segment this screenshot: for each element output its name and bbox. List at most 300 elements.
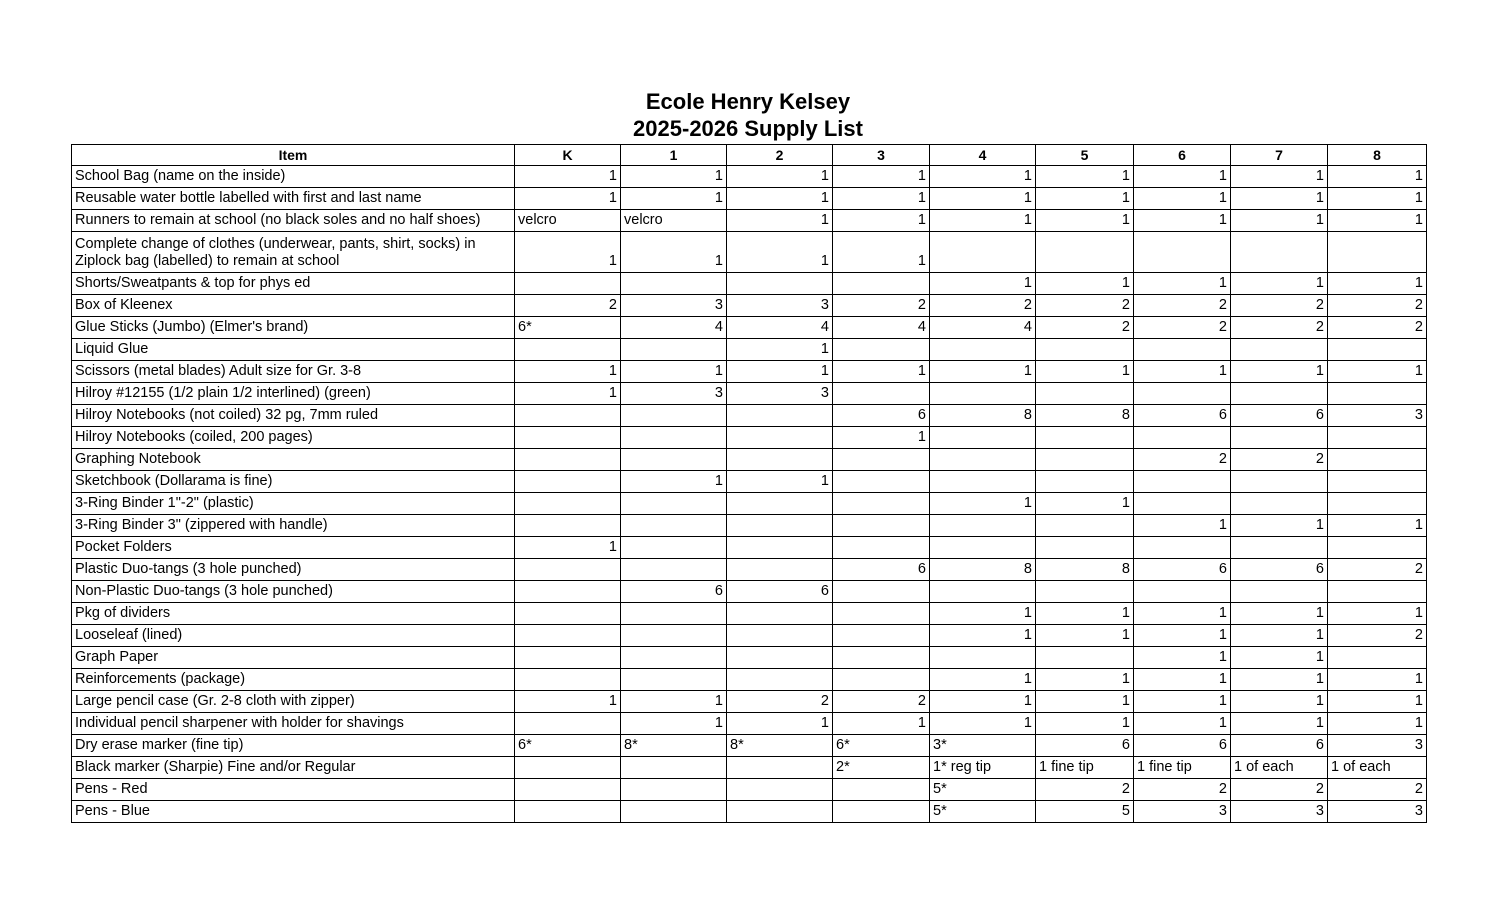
quantity-cell [515, 559, 621, 581]
table-row [72, 405, 1427, 427]
quantity-cell: 3 [727, 295, 833, 317]
quantity-cell: 1 [1328, 210, 1427, 232]
quantity-cell [727, 603, 833, 625]
quantity-cell: 3 [1328, 735, 1427, 757]
table-row [72, 493, 1427, 515]
item-name-cell: Non-Plastic Duo-tangs (3 hole punched) [72, 581, 515, 603]
quantity-cell: 1 [515, 537, 621, 559]
quantity-cell [727, 669, 833, 691]
quantity-cell [621, 493, 727, 515]
item-name-cell: Black marker (Sharpie) Fine and/or Regular [72, 757, 515, 779]
quantity-cell [1134, 383, 1231, 405]
quantity-cell: 2 [833, 691, 930, 713]
item-name-cell: Reusable water bottle labelled with first and last name [72, 188, 515, 210]
quantity-cell [833, 339, 930, 361]
school-name: Ecole Henry Kelsey [645, 89, 851, 114]
quantity-cell: 2 [1328, 295, 1427, 317]
quantity-cell [515, 779, 621, 801]
quantity-cell: 1 [833, 427, 930, 449]
column-header-grade: 2 [727, 145, 833, 166]
quantity-cell: 5* [930, 779, 1036, 801]
quantity-cell: 2 [1328, 317, 1427, 339]
quantity-cell [1328, 471, 1427, 493]
table-row [72, 317, 1427, 339]
quantity-cell [727, 449, 833, 471]
quantity-cell [621, 515, 727, 537]
table-row [72, 757, 1427, 779]
quantity-cell: 1 [1036, 166, 1134, 188]
quantity-cell: 6 [727, 581, 833, 603]
document-title [0, 88, 1496, 142]
quantity-cell [515, 625, 621, 647]
quantity-cell: 1 [1328, 361, 1427, 383]
quantity-cell [515, 757, 621, 779]
quantity-cell [930, 339, 1036, 361]
quantity-cell: 8 [930, 405, 1036, 427]
quantity-cell [727, 779, 833, 801]
column-header-grade: 5 [1036, 145, 1134, 166]
item-name-cell: Pkg of dividers [72, 603, 515, 625]
quantity-cell: 1 [515, 232, 621, 273]
table-row [72, 339, 1427, 361]
item-name-cell: 3-Ring Binder 1"-2" (plastic) [72, 493, 515, 515]
quantity-cell: 1 [621, 713, 727, 735]
column-header-grade: 6 [1134, 145, 1231, 166]
quantity-cell: 1 [1231, 603, 1328, 625]
table-row [72, 779, 1427, 801]
quantity-cell [1328, 339, 1427, 361]
quantity-cell: 1 [1134, 669, 1231, 691]
quantity-cell: 2 [727, 691, 833, 713]
supply-table [71, 144, 1427, 823]
quantity-cell: 1 [515, 188, 621, 210]
quantity-cell: 1 [1328, 273, 1427, 295]
quantity-cell: 1 fine tip [1036, 757, 1134, 779]
quantity-cell [621, 625, 727, 647]
quantity-cell [727, 273, 833, 295]
quantity-cell: 1 [1036, 603, 1134, 625]
quantity-cell: 1 [833, 210, 930, 232]
quantity-cell: 3 [727, 383, 833, 405]
quantity-cell: 1 [727, 339, 833, 361]
quantity-cell: 1 [833, 166, 930, 188]
quantity-cell: 3 [1231, 801, 1328, 823]
quantity-cell: 1 [1134, 188, 1231, 210]
quantity-cell [727, 625, 833, 647]
item-name-cell: Graph Paper [72, 647, 515, 669]
quantity-cell [621, 427, 727, 449]
quantity-cell: 4 [621, 317, 727, 339]
quantity-cell [621, 647, 727, 669]
quantity-cell [621, 537, 727, 559]
quantity-cell [515, 273, 621, 295]
quantity-cell [515, 339, 621, 361]
quantity-cell [1328, 647, 1427, 669]
table-row [72, 427, 1427, 449]
item-name-cell: Hilroy Notebooks (coiled, 200 pages) [72, 427, 515, 449]
quantity-cell: 4 [930, 317, 1036, 339]
quantity-cell: 1 [1231, 713, 1328, 735]
quantity-cell [930, 581, 1036, 603]
quantity-cell: 2 [1231, 295, 1328, 317]
quantity-cell [515, 449, 621, 471]
quantity-cell: 6* [515, 317, 621, 339]
quantity-cell: 1 [1134, 515, 1231, 537]
quantity-cell [833, 515, 930, 537]
quantity-cell: 1 [621, 232, 727, 273]
quantity-cell: 6 [833, 405, 930, 427]
quantity-cell: 3 [621, 295, 727, 317]
quantity-cell: 3 [1328, 801, 1427, 823]
table-row [72, 449, 1427, 471]
quantity-cell: 1 [930, 493, 1036, 515]
item-name-cell: Plastic Duo-tangs (3 hole punched) [72, 559, 515, 581]
quantity-cell: 6* [833, 735, 930, 757]
quantity-cell: 2 [1036, 317, 1134, 339]
table-row [72, 166, 1427, 188]
column-header-grade: 3 [833, 145, 930, 166]
quantity-cell: 1 [727, 166, 833, 188]
quantity-cell [833, 801, 930, 823]
quantity-cell: 1 [727, 210, 833, 232]
quantity-cell [727, 537, 833, 559]
quantity-cell: 3 [621, 383, 727, 405]
table-row [72, 537, 1427, 559]
quantity-cell: 2 [1036, 295, 1134, 317]
quantity-cell: 1 [1231, 166, 1328, 188]
quantity-cell: 2 [1036, 779, 1134, 801]
quantity-cell: 6* [515, 735, 621, 757]
quantity-cell: 2 [1328, 625, 1427, 647]
quantity-cell: 6 [1036, 735, 1134, 757]
quantity-cell: 2 [1134, 317, 1231, 339]
quantity-cell: 6 [1134, 405, 1231, 427]
quantity-cell: 1 [930, 210, 1036, 232]
quantity-cell: 1 [1134, 361, 1231, 383]
column-header-item: Item [72, 145, 515, 166]
item-name-cell: 3-Ring Binder 3" (zippered with handle) [72, 515, 515, 537]
quantity-cell: 6 [1231, 559, 1328, 581]
quantity-cell: 6 [621, 581, 727, 603]
quantity-cell [1134, 471, 1231, 493]
item-name-cell: Runners to remain at school (no black soles and no half shoes) [72, 210, 515, 232]
quantity-cell: velcro [515, 210, 621, 232]
quantity-cell [930, 515, 1036, 537]
quantity-cell: 1 [1231, 361, 1328, 383]
quantity-cell: 1 [1328, 188, 1427, 210]
quantity-cell [1036, 339, 1134, 361]
quantity-cell: 1 [1328, 669, 1427, 691]
item-name-cell: Pens - Blue [72, 801, 515, 823]
quantity-cell: 1 [621, 166, 727, 188]
quantity-cell [1036, 427, 1134, 449]
table-row [72, 581, 1427, 603]
quantity-cell: 8* [621, 735, 727, 757]
quantity-cell: 1 [1231, 515, 1328, 537]
quantity-cell: 1 [1134, 691, 1231, 713]
quantity-cell: 1 [930, 166, 1036, 188]
quantity-cell: 1 [621, 471, 727, 493]
quantity-cell [930, 647, 1036, 669]
column-header-grade: 8 [1328, 145, 1427, 166]
quantity-cell: 1 [1231, 669, 1328, 691]
quantity-cell: 1 [930, 361, 1036, 383]
quantity-cell: 1 [1036, 669, 1134, 691]
quantity-cell: 1 [515, 691, 621, 713]
item-name-cell: Scissors (metal blades) Adult size for Gr. 3-8 [72, 361, 515, 383]
quantity-cell: 6 [1134, 735, 1231, 757]
quantity-cell: 2* [833, 757, 930, 779]
quantity-cell: 1 [1231, 691, 1328, 713]
quantity-cell: 1 [1036, 713, 1134, 735]
table-row [72, 383, 1427, 405]
quantity-cell [930, 537, 1036, 559]
quantity-cell [621, 273, 727, 295]
quantity-cell [621, 757, 727, 779]
item-name-cell: Dry erase marker (fine tip) [72, 735, 515, 757]
quantity-cell: 1 of each [1231, 757, 1328, 779]
quantity-cell [621, 449, 727, 471]
quantity-cell [621, 339, 727, 361]
quantity-cell: 1 [1134, 273, 1231, 295]
quantity-cell [1036, 471, 1134, 493]
quantity-cell [1036, 515, 1134, 537]
quantity-cell: 1 [621, 188, 727, 210]
table-row [72, 735, 1427, 757]
quantity-cell [515, 669, 621, 691]
quantity-cell: 1 [1036, 273, 1134, 295]
item-name-cell: Large pencil case (Gr. 2-8 cloth with zipper) [72, 691, 515, 713]
quantity-cell: 1 [1231, 625, 1328, 647]
column-header-grade: 1 [621, 145, 727, 166]
item-name-cell: Reinforcements (package) [72, 669, 515, 691]
quantity-cell: 2 [833, 295, 930, 317]
quantity-cell [930, 232, 1036, 273]
quantity-cell [621, 669, 727, 691]
quantity-cell: 1 [1036, 691, 1134, 713]
quantity-cell: 8 [1036, 405, 1134, 427]
quantity-cell: 1 [1231, 188, 1328, 210]
quantity-cell [833, 449, 930, 471]
quantity-cell: 1 [727, 232, 833, 273]
quantity-cell [1231, 537, 1328, 559]
item-name-cell: Hilroy Notebooks (not coiled) 32 pg, 7mm ruled [72, 405, 515, 427]
item-name-cell: Complete change of clothes (underwear, pants, shirt, socks) in Ziplock bag (labelled) to remain at school [72, 232, 515, 273]
quantity-cell [1134, 339, 1231, 361]
column-header-grade: 7 [1231, 145, 1328, 166]
quantity-cell [727, 493, 833, 515]
quantity-cell [833, 647, 930, 669]
quantity-cell: 4 [727, 317, 833, 339]
quantity-cell [833, 383, 930, 405]
quantity-cell: 1 [1328, 691, 1427, 713]
table-row [72, 669, 1427, 691]
quantity-cell [515, 713, 621, 735]
quantity-cell: 1 [1328, 713, 1427, 735]
quantity-cell: 1 [1328, 166, 1427, 188]
quantity-cell: 1 [1134, 603, 1231, 625]
quantity-cell: 1 [1231, 210, 1328, 232]
quantity-cell: 8* [727, 735, 833, 757]
quantity-cell: 1 [833, 188, 930, 210]
item-name-cell: Hilroy #12155 (1/2 plain 1/2 interlined) (green) [72, 383, 515, 405]
quantity-cell: 1 [1036, 493, 1134, 515]
quantity-cell [930, 471, 1036, 493]
item-name-cell: School Bag (name on the inside) [72, 166, 515, 188]
item-name-cell: Looseleaf (lined) [72, 625, 515, 647]
quantity-cell [1134, 427, 1231, 449]
quantity-cell [515, 493, 621, 515]
quantity-cell [727, 405, 833, 427]
quantity-cell: 1 [621, 691, 727, 713]
quantity-cell [515, 647, 621, 669]
quantity-cell: 2 [1231, 779, 1328, 801]
quantity-cell: 8 [930, 559, 1036, 581]
table-row [72, 273, 1427, 295]
quantity-cell [833, 779, 930, 801]
quantity-cell [621, 405, 727, 427]
quantity-cell [833, 471, 930, 493]
quantity-cell: 1 [833, 713, 930, 735]
quantity-cell: 1 [930, 691, 1036, 713]
quantity-cell [727, 757, 833, 779]
quantity-cell [515, 581, 621, 603]
quantity-cell [1328, 427, 1427, 449]
quantity-cell: 6 [1231, 405, 1328, 427]
quantity-cell: 1 [1134, 713, 1231, 735]
table-row [72, 625, 1427, 647]
table-row [72, 691, 1427, 713]
quantity-cell: 1 [1328, 603, 1427, 625]
quantity-cell: 1 [930, 603, 1036, 625]
table-row [72, 559, 1427, 581]
quantity-cell [1134, 581, 1231, 603]
quantity-cell: 2 [1134, 449, 1231, 471]
quantity-cell [515, 405, 621, 427]
quantity-cell [515, 801, 621, 823]
quantity-cell [1134, 537, 1231, 559]
quantity-cell: 1 [621, 361, 727, 383]
quantity-cell [1231, 493, 1328, 515]
quantity-cell: 1 [727, 471, 833, 493]
table-row [72, 647, 1427, 669]
quantity-cell: 1 [833, 361, 930, 383]
quantity-cell [1328, 232, 1427, 273]
quantity-cell [930, 427, 1036, 449]
quantity-cell [1328, 493, 1427, 515]
quantity-cell: 2 [1231, 449, 1328, 471]
quantity-cell: 3 [1134, 801, 1231, 823]
quantity-cell: 1 [930, 625, 1036, 647]
quantity-cell [833, 603, 930, 625]
quantity-cell: 1 [1134, 647, 1231, 669]
quantity-cell: velcro [621, 210, 727, 232]
quantity-cell [1231, 383, 1328, 405]
quantity-cell: 1 [727, 713, 833, 735]
table-row [72, 801, 1427, 823]
quantity-cell [515, 427, 621, 449]
quantity-cell [1036, 232, 1134, 273]
quantity-cell [833, 625, 930, 647]
quantity-cell [833, 537, 930, 559]
table-row [72, 188, 1427, 210]
quantity-cell: 2 [1134, 295, 1231, 317]
quantity-cell: 1 [833, 232, 930, 273]
quantity-cell [1036, 581, 1134, 603]
quantity-cell: 2 [1328, 779, 1427, 801]
item-name-cell: Glue Sticks (Jumbo) (Elmer's brand) [72, 317, 515, 339]
quantity-cell [833, 669, 930, 691]
quantity-cell [727, 647, 833, 669]
table-row [72, 515, 1427, 537]
quantity-cell: 1 [1231, 273, 1328, 295]
quantity-cell: 1 [1231, 647, 1328, 669]
quantity-cell: 1 [930, 188, 1036, 210]
quantity-cell: 2 [1134, 779, 1231, 801]
quantity-cell: 1 of each [1328, 757, 1427, 779]
quantity-cell: 2 [930, 295, 1036, 317]
quantity-cell: 2 [1231, 317, 1328, 339]
quantity-cell: 6 [1231, 735, 1328, 757]
table-row [72, 361, 1427, 383]
quantity-cell: 1 [1328, 515, 1427, 537]
quantity-cell [1231, 581, 1328, 603]
quantity-cell: 1 [515, 166, 621, 188]
quantity-cell [727, 515, 833, 537]
quantity-cell [1328, 537, 1427, 559]
quantity-cell: 1 fine tip [1134, 757, 1231, 779]
table-row [72, 295, 1427, 317]
item-name-cell: Shorts/Sweatpants & top for phys ed [72, 273, 515, 295]
quantity-cell: 1 [1134, 625, 1231, 647]
item-name-cell: Pens - Red [72, 779, 515, 801]
quantity-cell [1036, 449, 1134, 471]
supply-list-year: 2025-2026 Supply List [633, 116, 863, 141]
quantity-cell [833, 581, 930, 603]
quantity-cell: 1 [1134, 166, 1231, 188]
quantity-cell: 2 [1328, 559, 1427, 581]
quantity-cell [930, 383, 1036, 405]
quantity-cell [621, 603, 727, 625]
quantity-cell [1231, 471, 1328, 493]
quantity-cell: 3 [1328, 405, 1427, 427]
quantity-cell [515, 471, 621, 493]
quantity-cell: 5 [1036, 801, 1134, 823]
quantity-cell: 3* [930, 735, 1036, 757]
quantity-cell [1328, 449, 1427, 471]
quantity-cell [1231, 339, 1328, 361]
quantity-cell [930, 449, 1036, 471]
quantity-cell [833, 493, 930, 515]
quantity-cell: 1 [1036, 210, 1134, 232]
quantity-cell [1231, 232, 1328, 273]
header-row [72, 145, 1427, 166]
item-name-cell: Graphing Notebook [72, 449, 515, 471]
quantity-cell: 1 [727, 188, 833, 210]
quantity-cell [1134, 493, 1231, 515]
quantity-cell: 1 [1036, 188, 1134, 210]
quantity-cell: 1 [515, 383, 621, 405]
quantity-cell: 1 [1134, 210, 1231, 232]
quantity-cell [621, 801, 727, 823]
table-row [72, 210, 1427, 232]
quantity-cell: 1 [1036, 361, 1134, 383]
quantity-cell [1328, 581, 1427, 603]
quantity-cell: 1 [930, 713, 1036, 735]
quantity-cell: 1 [1036, 625, 1134, 647]
item-name-cell: Box of Kleenex [72, 295, 515, 317]
quantity-cell: 6 [1134, 559, 1231, 581]
